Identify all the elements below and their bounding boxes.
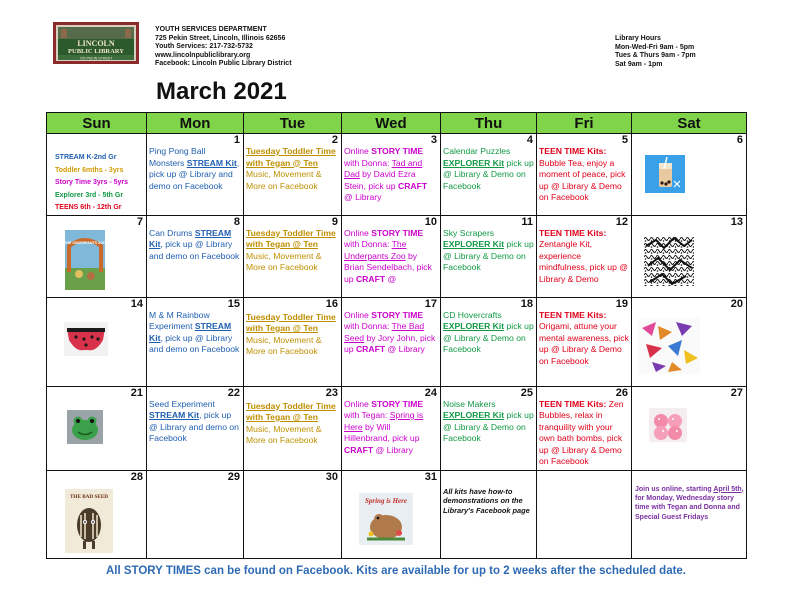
- origami-image: [638, 318, 700, 378]
- explorer-kit-label: EXPLORER Kit: [443, 321, 505, 331]
- explorer-kit-label: EXPLORER Kit: [443, 410, 505, 420]
- hours-line: Tues & Thurs 9am - 7pm: [615, 52, 696, 60]
- day-cell: [147, 134, 244, 216]
- date-number: 30: [325, 470, 338, 483]
- teen-time-label: TEEN TIME Kits:: [539, 398, 607, 409]
- event-text: CD Hovercrafts EXPLORER Kit pick up @ Library & Demo on Facebook: [443, 309, 534, 354]
- spring-is-here-book-image: [359, 493, 413, 549]
- footer-note: All STORY TIMES can be found on Facebook. Kits are available for up to 2 weeks after the scheduled date.: [105, 565, 687, 577]
- day-cell: [632, 215, 747, 297]
- book-title: The Underpants Zoo: [344, 239, 407, 261]
- event-text: Online STORY TIME with Donna: The Bad Seed by Jory John, pick up CRAFT @ Library: [344, 309, 436, 354]
- event-text: TEEN TIME Kits: Zen Bubbles, relax in tranquility with your own bath bombs, pick up @ Library & Demo on Facebook: [539, 398, 624, 466]
- toddler-time-label: Tuesday Toddler Time with Tegan @ Ten: [246, 146, 336, 168]
- frog-noisemaker-image: [67, 410, 103, 448]
- explorer-kit-label: EXPLORER Kit: [443, 157, 505, 168]
- event-text: Seed Experiment STREAM Kit, pick up @ Library and demo on Facebook: [149, 398, 239, 443]
- day-cell: [632, 297, 747, 386]
- day-cell: [537, 134, 632, 216]
- kit-note-cell: [441, 470, 537, 558]
- day-cell: [47, 297, 147, 386]
- day-cell: [342, 297, 441, 386]
- teen-time-label: TEEN TIME Kits:: [539, 227, 607, 238]
- date-number: 5: [621, 134, 628, 146]
- book-title: Spring is Here: [344, 410, 424, 432]
- seed-book-title: THE BAD SEED: [69, 493, 109, 500]
- zoo-book-title: THE UNDERPANTS ZOO: [65, 240, 105, 245]
- date-number: 8: [233, 215, 240, 228]
- week-row: [47, 134, 747, 216]
- teen-time-label: TEEN TIME Kits:: [539, 146, 607, 156]
- calendar-grid: [46, 112, 747, 559]
- date-number: 12: [615, 215, 628, 228]
- start-date: April 5th: [713, 485, 742, 493]
- stream-kit-label: STREAM Kit: [149, 321, 232, 343]
- weekday-header-row: [47, 113, 747, 134]
- date-number: 2: [331, 134, 338, 146]
- date-number: 3: [430, 134, 437, 146]
- online-announcement: Join us online, starting April 5th, for Monday, Wednesday story time with Tegan and Donna and Special Guest Fridays: [635, 485, 744, 521]
- hours-line: Sat 9am - 1pm: [615, 60, 663, 68]
- day-header-sun: Sun: [47, 113, 147, 134]
- date-number: 19: [615, 297, 628, 310]
- legend-explorer: Explorer 3rd - 5th Gr: [55, 191, 124, 199]
- day-cell: [47, 470, 147, 558]
- day-cell: [244, 386, 342, 470]
- event-text: Tuesday Toddler Time with Tegan @ Ten Music, Movement & More on Facebook: [246, 400, 336, 445]
- dept-line: Youth Services: 217-732-5732: [155, 43, 253, 51]
- date-number: 27: [730, 386, 743, 399]
- date-number: 24: [424, 386, 437, 399]
- hours-line: Mon-Wed-Fri 9am - 5pm: [615, 43, 695, 51]
- logo-line3: 725 PEKIN STREET: [79, 56, 113, 61]
- day-header-wed: Wed: [342, 113, 441, 134]
- date-number: 22: [227, 386, 240, 399]
- day-cell: [537, 215, 632, 297]
- toddler-time-label: Tuesday Toddler Time with Tegan @ Ten: [246, 227, 336, 249]
- library-logo: [53, 22, 139, 64]
- week-row: [47, 470, 747, 558]
- date-number: 29: [227, 470, 240, 483]
- date-number: 13: [730, 215, 743, 228]
- book-title: Tad and Dad: [344, 157, 423, 179]
- day-cell: [47, 215, 147, 297]
- bad-seed-book-image: [65, 489, 113, 557]
- library-hours: [615, 35, 696, 69]
- date-number: 31: [424, 470, 437, 483]
- date-number: 9: [331, 215, 338, 228]
- date-number: 6: [736, 134, 743, 146]
- date-number: 20: [730, 297, 743, 310]
- week-row: [47, 215, 747, 297]
- day-cell: [342, 470, 441, 558]
- stream-kit-label: STREAM Kit: [149, 227, 232, 249]
- date-number: 23: [325, 386, 338, 399]
- week-row: [47, 386, 747, 470]
- day-cell: [147, 297, 244, 386]
- date-number: 18: [520, 297, 533, 310]
- department-info: [155, 26, 292, 69]
- bubble-tea-image: [645, 155, 685, 197]
- event-text: Sky Scrapers EXPLORER Kit pick up @ Library & Demo on Facebook: [443, 227, 534, 272]
- day-cell: [342, 215, 441, 297]
- day-cell: [244, 134, 342, 216]
- date-number: 15: [227, 297, 240, 310]
- empty-cell: [537, 470, 632, 558]
- day-header-fri: Fri: [537, 113, 632, 134]
- underpants-image: [64, 322, 108, 360]
- legend-cell: [47, 134, 147, 216]
- dept-line: www.lincolnpubliclibrary.org: [155, 51, 251, 59]
- legend-stream: STREAM K-2nd Gr: [55, 154, 117, 161]
- spring-book-title: Spring is Here: [364, 496, 408, 505]
- dept-line: YOUTH SERVICES DEPARTMENT: [155, 26, 267, 33]
- date-number: 1: [233, 134, 240, 146]
- event-text: Can Drums STREAM Kit, pick up @ Library and demo on Facebook: [149, 227, 240, 261]
- date-number: 26: [615, 386, 628, 399]
- date-number: 14: [130, 297, 143, 310]
- legend-toddler: Toddler 6mths - 3yrs: [55, 166, 124, 174]
- legend-teens: TEENS 6th - 12th Gr: [55, 204, 122, 211]
- event-text: Online STORY TIME with Donna: The Underpants Zoo by Brian Sendelbach, pick up CRAFT @: [344, 227, 432, 284]
- day-cell: [147, 215, 244, 297]
- underpants-zoo-book-image: [65, 230, 105, 294]
- stream-kit-label: STREAM Kit: [186, 157, 237, 168]
- event-text: TEEN TIME Kits: Bubble Tea, enjoy a moment of peace, pick up @ Library & Demo on Facebook: [539, 146, 626, 202]
- day-header-sat: Sat: [632, 113, 747, 134]
- event-text: M & M Rainbow Experiment STREAM Kit, pick up @ Library and demo on Facebook: [149, 309, 240, 354]
- event-text: Calendar Puzzles EXPLORER Kit pick up @ Library & Demo on Facebook: [443, 146, 534, 191]
- day-cell: [537, 386, 632, 470]
- month-title: March 2021: [156, 78, 287, 105]
- day-cell: [441, 215, 537, 297]
- toddler-time-label: Tuesday Toddler Time with Tegan @ Ten: [246, 400, 336, 422]
- logo-line1: LINCOLN: [77, 39, 115, 48]
- day-cell: [342, 134, 441, 216]
- date-number: 16: [325, 297, 338, 310]
- date-number: 17: [424, 297, 437, 310]
- logo-line2: PUBLIC LIBRARY: [68, 48, 124, 55]
- day-cell: [47, 386, 147, 470]
- dept-line: 725 Pekin Street, Lincoln, Illinois 62656: [155, 34, 286, 42]
- event-text: Tuesday Toddler Time with Tegan @ Ten Music, Movement & More on Facebook: [246, 227, 336, 272]
- day-header-mon: Mon: [147, 113, 244, 134]
- legend-story-time: Story Time 3yrs - 5yrs: [55, 179, 129, 186]
- event-text: Noise Makers EXPLORER Kit pick up @ Library & Demo on Facebook: [443, 398, 534, 443]
- date-number: 10: [424, 215, 437, 228]
- day-cell: [441, 134, 537, 216]
- date-number: 4: [526, 134, 533, 146]
- date-number: 28: [130, 470, 143, 483]
- event-text: TEEN TIME Kits: Zentangle Kit, experience mindfulness, pick up @ Library & Demo: [539, 227, 628, 284]
- stream-kit-label: STREAM Kit: [149, 410, 200, 420]
- online-note-cell: [632, 470, 747, 558]
- event-text: Online STORY TIME with Tegan: Spring is Here by Will Hillenbrand, pick up CRAFT @ Library: [344, 398, 424, 455]
- day-cell: [244, 215, 342, 297]
- event-text: Ping Pong Ball Monsters STREAM Kit, pick up @ Library and demo on Facebook: [149, 146, 240, 191]
- date-number: 21: [130, 386, 143, 399]
- book-title: The Bad Seed: [344, 321, 425, 343]
- day-cell: [342, 386, 441, 470]
- event-text: Online STORY TIME with Donna: Tad and Dad by David Ezra Stein, pick up CRAFT @ Library: [344, 146, 428, 202]
- date-number: 7: [136, 215, 143, 228]
- date-number: 11: [521, 215, 533, 228]
- day-header-tue: Tue: [244, 113, 342, 134]
- day-cell: [244, 470, 342, 558]
- day-cell: [147, 470, 244, 558]
- bath-bombs-image: [649, 408, 687, 446]
- week-row: [47, 297, 747, 386]
- day-cell: [244, 297, 342, 386]
- kits-note: All kits have how-to demonstrations on the Library's Facebook page: [443, 486, 530, 515]
- day-cell: [632, 134, 747, 216]
- teen-time-label: TEEN TIME Kits:: [539, 309, 607, 320]
- toddler-time-label: Tuesday Toddler Time with Tegan @ Ten: [246, 311, 336, 333]
- date-number: 25: [520, 386, 533, 399]
- day-cell: [537, 297, 632, 386]
- dept-line: Facebook: Lincoln Public Library District: [155, 60, 292, 68]
- day-cell: [147, 386, 244, 470]
- zentangle-image: [644, 236, 694, 290]
- day-header-thu: Thu: [441, 113, 537, 134]
- hours-line: Library Hours: [615, 35, 661, 42]
- day-cell: [632, 386, 747, 470]
- event-text: Tuesday Toddler Time with Tegan @ Ten Music, Movement & More on Facebook: [246, 146, 336, 191]
- event-text: Tuesday Toddler Time with Tegan @ Ten Music, Movement & More on Facebook: [246, 311, 336, 356]
- day-cell: [441, 297, 537, 386]
- day-cell: [441, 386, 537, 470]
- explorer-kit-label: EXPLORER Kit: [443, 239, 505, 249]
- event-text: TEEN TIME Kits: Origami, attune your mental awareness, pick up @ Library & Demo on Facebook: [539, 309, 629, 366]
